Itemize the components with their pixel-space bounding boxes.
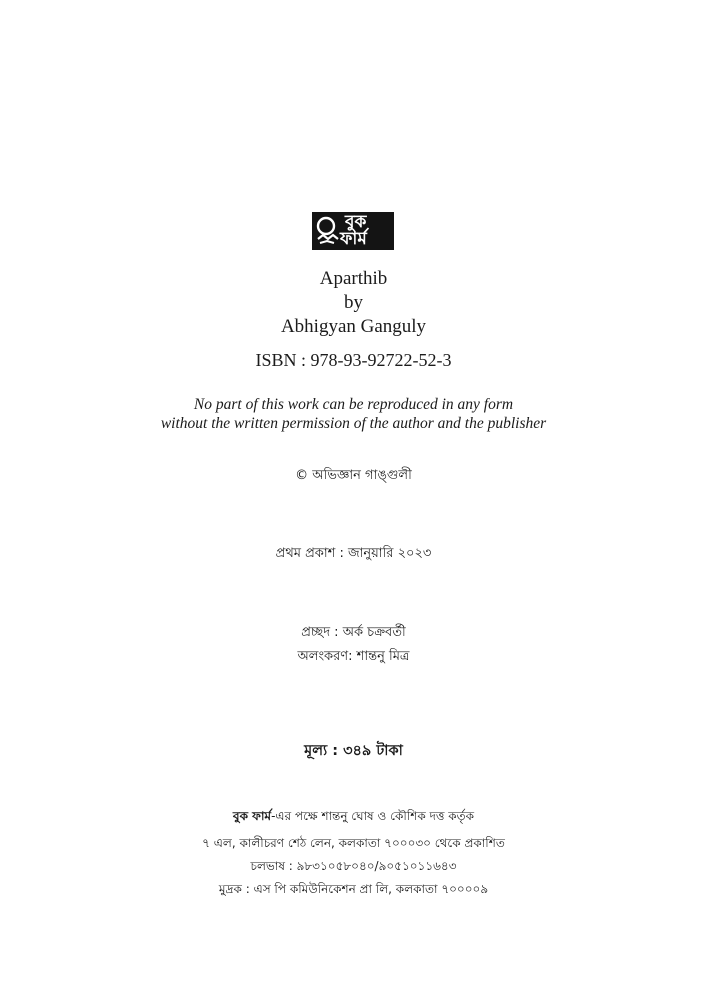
magnifier-reader-icon — [314, 215, 340, 247]
book-title: Aparthib — [319, 268, 388, 289]
rights-notice-line1: No part of this work can be reproduced in any form — [193, 396, 514, 413]
book-author: Abhigyan Ganguly — [280, 316, 427, 337]
book-by: by — [344, 292, 363, 313]
cover-credit: প্রচ্ছদ : অর্ক চক্রবর্তী — [301, 625, 406, 640]
illustration-credit: অলংকরণ: শান্তনু মিত্র — [297, 649, 410, 664]
logo-word-farm: ফার্ম — [340, 229, 367, 249]
copyright: © অভিজ্ঞান গাঙ্গুলী — [295, 468, 412, 483]
imprint-line1 — [0, 808, 707, 825]
publisher-logo — [312, 212, 394, 250]
price: মূল্য : ৩৪৯ টাকা — [304, 743, 403, 759]
imprint-publisher-name: বুক ফার্ম — [232, 809, 272, 823]
imprint-line1-rest: -এর পক্ষে শান্তনু ঘোষ ও কৌশিক দত্ত কর্তৃক — [271, 809, 475, 823]
imprint-line4: মুদ্রক : এস পি কমিউনিকেশন প্রা লি, কলকাতা ৭০০০০৯ — [218, 882, 489, 896]
logo-word-book: বুক — [345, 212, 367, 232]
imprint-line3: চলভাষ : ৯৮৩১০৫৮০৪০/৯০৫১০১১৬৪৩ — [250, 859, 457, 873]
first-edition: প্রথম প্রকাশ : জানুয়ারি ২০২৩ — [275, 546, 432, 561]
rights-notice-line2: without the written permission of the author and the publisher — [160, 415, 547, 432]
isbn: ISBN : 978-93-92722-52-3 — [255, 350, 452, 370]
imprint-line2: ৭ এল, কালীচরণ শেঠ লেন, কলকাতা ৭০০০৩০ থেকে প্রকাশিত — [202, 836, 505, 850]
